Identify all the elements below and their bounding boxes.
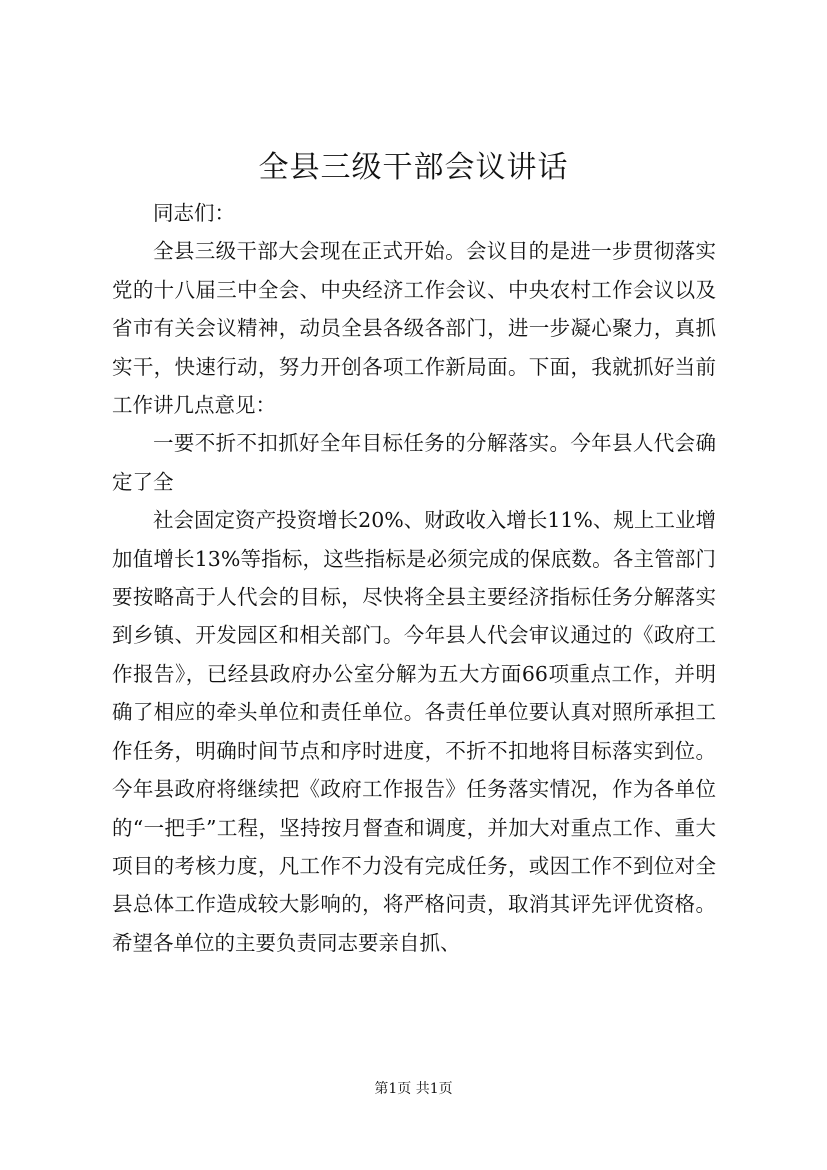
salutation: 同志们：: [153, 201, 235, 225]
paragraph-point-one: 一要不折不扣抓好全年目标任务的分解落实。今年县人代会确定了全: [112, 431, 716, 494]
document-body: [112, 194, 716, 962]
paragraph-targets: 社会固定资产投资增长20%、财政收入增长11%、规上工业增加值增长13%等指标，这些指标是必须完成的保底数。各主管部门要按略高于人代会的目标，尽快将全县主要经济指标任务分解落实到乡镇、开发园区和相关部门。今年县人代会审议通过的《政府工作报告》，已经县政府办公室分解为五大方面66项重点工作，并明确了相应的牵头单位和责任单位。各责任单位要认真对照所承担工作任务，明确时间节点和序时进度，不折不扣地将目标落实到位。今年县政府将继续把《政府工作报告》任务落实情况，作为各单位的“一把手”工程，坚持按月督查和调度，并加大对重点工作、重大项目的考核力度，凡工作不力没有完成任务，或因工作不到位对全县总体工作造成较大影响的，将严格问责，取消其评先评优资格。希望各单位的主要负责同志要亲自抓、: [112, 508, 716, 955]
document-title: 全县三级干部会议讲话: [258, 150, 569, 185]
page-footer: 第1页 共1页: [374, 1081, 453, 1097]
paragraph-intro: 全县三级干部大会现在正式开始。会议目的是进一步贯彻落实党的十八届三中全会、中央经济工作会议、中央农村工作会议以及省市有关会议精神，动员全县各级各部门，进一步凝心聚力，真抓实干，快速行动，努力开创各项工作新局面。下面，我就抓好当前工作讲几点意见：: [112, 239, 716, 418]
